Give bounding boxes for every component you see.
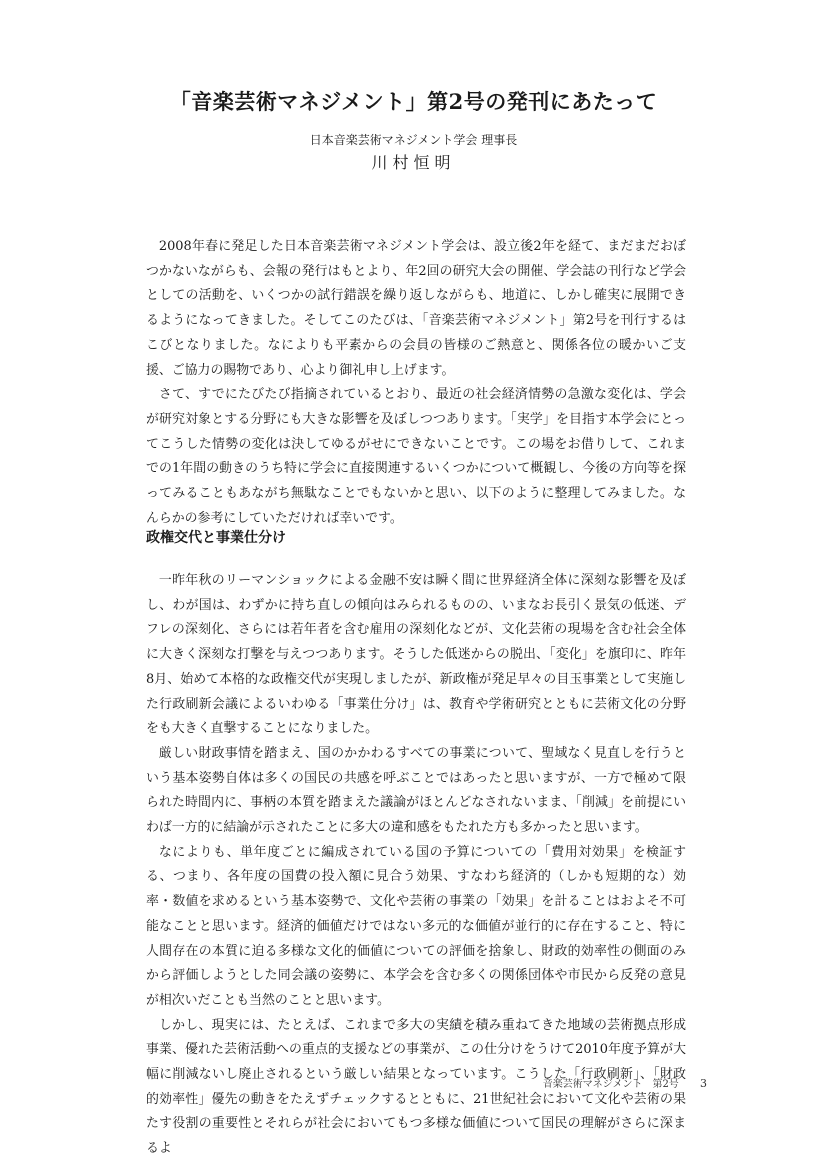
- author-affiliation: 日本音楽芸術マネジメント学会 理事長: [309, 133, 518, 147]
- footer-journal-name: 音楽芸術マネジメント 第2号: [542, 1079, 679, 1090]
- author-name: 川村恒明: [371, 153, 456, 172]
- section-heading: 政権交代と事業仕分け: [146, 530, 286, 546]
- intro-paragraph-1: 2008年春に発足した日本音楽芸術マネジメント学会は、設立後2年を経て、まだまだおぼつかないながらも、会報の発行はもとより、年2回の研究大会の開催、学会誌の刊行など学会としての活動を、いくつかの試行錯誤を繰り返しながらも、地道に、しかし確実に展開できるようになってきました。そしてこのたびは、「音楽芸術マネジメント」第2号を刊行するはこびとなりました。なによりも平素からの会員の皆様のご熱意と、関係各位の暖かいご支援、ご協力の賜物であり、心より御礼申し上げます。: [146, 239, 686, 378]
- section-paragraph-3: なによりも、単年度ごとに編成されている国の予算についての「費用対効果」を検証する、つまり、各年度の国費の投入額に見合う効果、すなわち経済的（しかも短期的な）効率・数値を求めるという基本姿勢で、文化や芸術の事業の「効果」を計ることはおよそ不可能なことと思います。経済的価値だけではない多元的な価値が並行的に存在すること、特に人間存在の本質に迫る多様な文化的価値についての評価を捨象し、財政的効率性の側面のみから評価しようとした同会議の姿勢に、本学会を含む多くの関係団体や市民から反発の意見が相次いだことも当然のことと思います。: [146, 844, 686, 1008]
- intro-paragraph-2: さて、すでにたびたび指摘されているとおり、最近の社会経済情勢の急激な変化は、学会が研究対象とする分野にも大きな影響を及ぼしつつあります。「実学」を目指す本学会にとってこうした情勢の変化は決してゆるがせにできないことです。この場をお借りして、これまでの1年間の動きのうち特に学会に直接関連するいくつかについて概観し、今後の方向等を探ってみることもあながち無駄なことでもないかと思い、以下のように整理してみました。なんらかの参考にしていただければ幸いです。: [146, 387, 686, 526]
- section-paragraph-4: しかし、現実には、たとえば、これまで多大の実績を積み重ねてきた地域の芸術拠点形成事業、優れた芸術活動への重点的支援などの事業が、この仕分けをうけて2010年度予算が大幅に削減ないし廃止されるという厳しい結果となっています。こうした「行政刷新」、「財政的効率性」優先の動きをたえずチェックするとともに、21世紀社会において文化や芸術の果たす役割の重要性とそれらが社会においてもつ多様な価値について国民の理解がさらに深まるよ: [146, 1017, 686, 1157]
- page-footer: [543, 1075, 707, 1090]
- section-paragraph-1: 一昨年秋のリーマンショックによる金融不安は瞬く間に世界経済全体に深刻な影響を及ぼし、わが国は、わずかに持ち直しの傾向はみられるものの、いまなお長引く景気の低迷、デフレの深刻化、さらには若年者を含む雇用の深刻化などが、文化芸術の現場を含む社会全体に大きく深刻な打撃を与えつつあります。そうした低迷からの脱出、「変化」を旗印に、昨年8月、始めて本格的な政権交代が実現しましたが、新政権が発足早々の目玉事業として実施した行政刷新会議によるいわゆる「事業仕分け」は、教育や学術研究とともに芸術文化の分野をも大きく直撃することになりました。: [146, 573, 686, 737]
- article-title: 「音楽芸術マネジメント」第2号の発刊にあたって: [169, 89, 658, 114]
- page-number: 3: [700, 1077, 707, 1090]
- intro-text: [146, 235, 686, 531]
- section-paragraph-2: 厳しい財政事情を踏まえ、国のかかわるすべての事業について、聖域なく見直しを行うという基本姿勢自体は多くの国民の共感を呼ぶことではあったと思いますが、一方で極めて限られた時間内に、事柄の本質を踏まえた議論がほとんどなされないまま、「削減」を前提にいわば一方的に結論が示されたことに多大の違和感をもたれた方も多かったと思います。: [146, 745, 686, 836]
- section-text: [146, 569, 686, 1162]
